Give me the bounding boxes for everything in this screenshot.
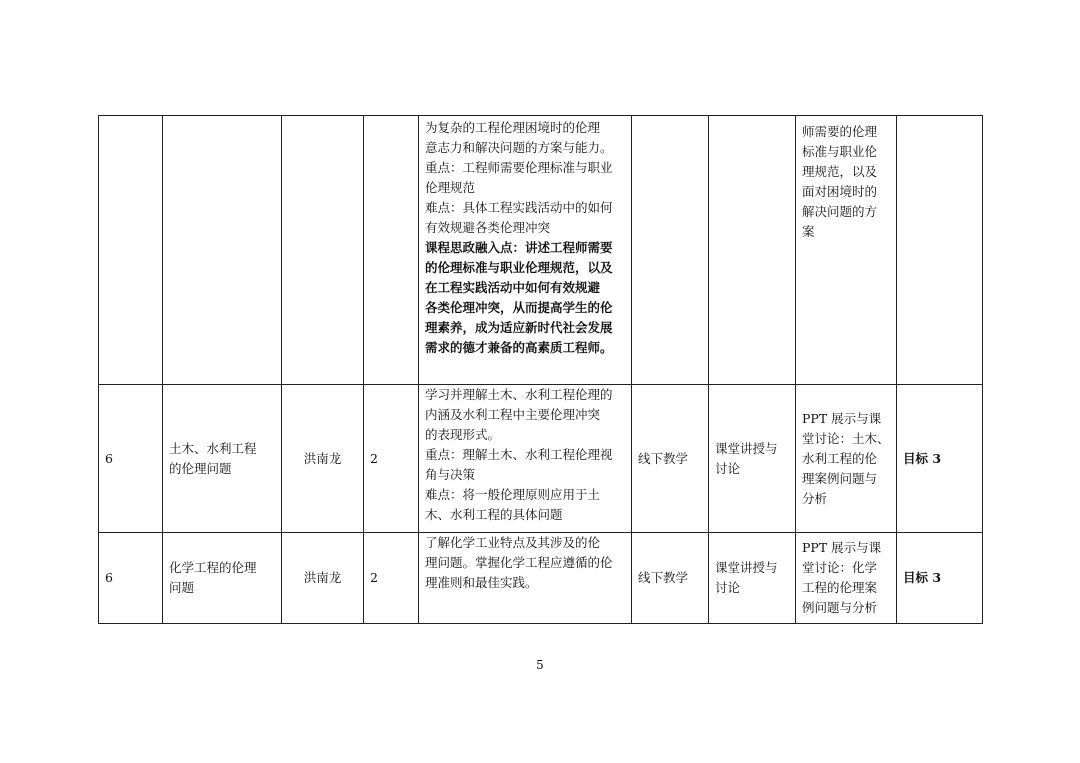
assignment-line: PPT 展示与课 [802, 410, 882, 426]
content-line: 理准则和最佳实践。 [425, 575, 538, 590]
content-line: 伦理规范 [425, 180, 476, 195]
table-row [99, 533, 983, 624]
goal-cell: 目标 3 [897, 533, 983, 624]
goal-cell: 目标 3 [897, 385, 983, 533]
content-line: 理问题。掌握化学工程应遵循的伦 [425, 555, 613, 570]
assignment-line: 理案例问题与 [802, 470, 878, 486]
content-line: 内涵及水利工程中主要伦理冲突 [425, 407, 601, 422]
ideology-line: 需求的德才兼备的高素质工程师。 [425, 340, 613, 355]
assignment-line: PPT 展示与课 [802, 540, 882, 555]
content-line: 角与决策 [425, 467, 476, 482]
method-line: 课堂讲授与 [715, 560, 778, 575]
assignment-line: 案 [802, 224, 815, 239]
method-line: 讨论 [715, 460, 741, 476]
assignment-line: 水利工程的伦 [802, 450, 878, 466]
mode-cell [632, 116, 709, 385]
assignment-line: 工程的伦理案 [802, 580, 878, 595]
topic-line: 化学工程的伦理 [169, 560, 257, 575]
course-schedule-table [98, 115, 983, 624]
assignment-line: 师需要的伦理 [802, 124, 878, 139]
teacher-cell [282, 116, 364, 385]
page-number: 5 [536, 658, 544, 672]
assignment-line: 标准与职业伦 [802, 144, 878, 159]
assignment-cell [796, 116, 897, 385]
topic-cell [163, 385, 282, 533]
teacher-cell: 洪南龙 [282, 385, 364, 533]
content-line: 的表现形式。 [425, 427, 501, 442]
assignment-line: 解决问题的方 [802, 204, 878, 219]
week-cell: 6 [99, 385, 163, 533]
ideology-line: 各类伦理冲突，从而提高学生的伦 [425, 300, 613, 315]
assignment-cell [796, 385, 897, 533]
topic-line: 问题 [169, 580, 195, 595]
content-line: 有效规避各类伦理冲突 [425, 220, 551, 235]
assignment-line: 堂讨论：化学 [802, 560, 878, 575]
assignment-line: 理规范，以及 [802, 164, 878, 179]
topic-cell [163, 533, 282, 624]
goal-cell [897, 116, 983, 385]
ideology-line: 的伦理标准与职业伦理规范，以及 [425, 260, 613, 275]
topic-line: 土木、水利工程 [169, 440, 257, 456]
ideology-line: 课程思政融入点：讲述工程师需要 [425, 240, 613, 255]
assignment-line: 分析 [802, 490, 828, 506]
mode-cell: 线下教学 [632, 385, 709, 533]
assignment-line: 例问题与分析 [802, 600, 878, 615]
content-line: 难点：将一般伦理原则应用于土 [425, 487, 601, 502]
topic-cell [163, 116, 282, 385]
content-line: 重点：工程师需要伦理标准与职业 [425, 160, 613, 175]
method-cell [709, 533, 796, 624]
teacher-cell: 洪南龙 [282, 533, 364, 624]
assignment-line: 堂讨论：土木、 [802, 430, 890, 446]
assignment-line: 面对困境时的 [802, 184, 878, 199]
week-cell [99, 116, 163, 385]
content-line: 了解化学工业特点及其涉及的伦 [425, 535, 601, 550]
content-line: 学习并理解土木、水利工程伦理的 [425, 387, 613, 402]
ideology-line: 理素养，成为适应新时代社会发展 [425, 320, 613, 335]
method-line: 讨论 [715, 580, 741, 595]
assignment-cell [796, 533, 897, 624]
table-row [99, 116, 983, 385]
mode-cell: 线下教学 [632, 533, 709, 624]
method-line: 课堂讲授与 [715, 440, 778, 456]
content-cell [419, 533, 632, 624]
content-line: 重点：理解土木、水利工程伦理视 [425, 447, 613, 462]
content-cell [419, 116, 632, 385]
week-cell: 6 [99, 533, 163, 624]
content-line: 意志力和解决问题的方案与能力。 [425, 140, 613, 155]
topic-line: 的伦理问题 [169, 460, 232, 476]
content-line: 木、水利工程的具体问题 [425, 507, 563, 522]
hours-cell: 2 [364, 385, 419, 533]
method-cell [709, 116, 796, 385]
content-cell [419, 385, 632, 533]
method-cell [709, 385, 796, 533]
ideology-line: 在工程实践活动中如何有效规避 [425, 280, 601, 295]
table-row [99, 385, 983, 533]
hours-cell [364, 116, 419, 385]
content-line: 难点：具体工程实践活动中的如何 [425, 200, 613, 215]
content-line: 为复杂的工程伦理困境时的伦理 [425, 120, 601, 135]
hours-cell: 2 [364, 533, 419, 624]
